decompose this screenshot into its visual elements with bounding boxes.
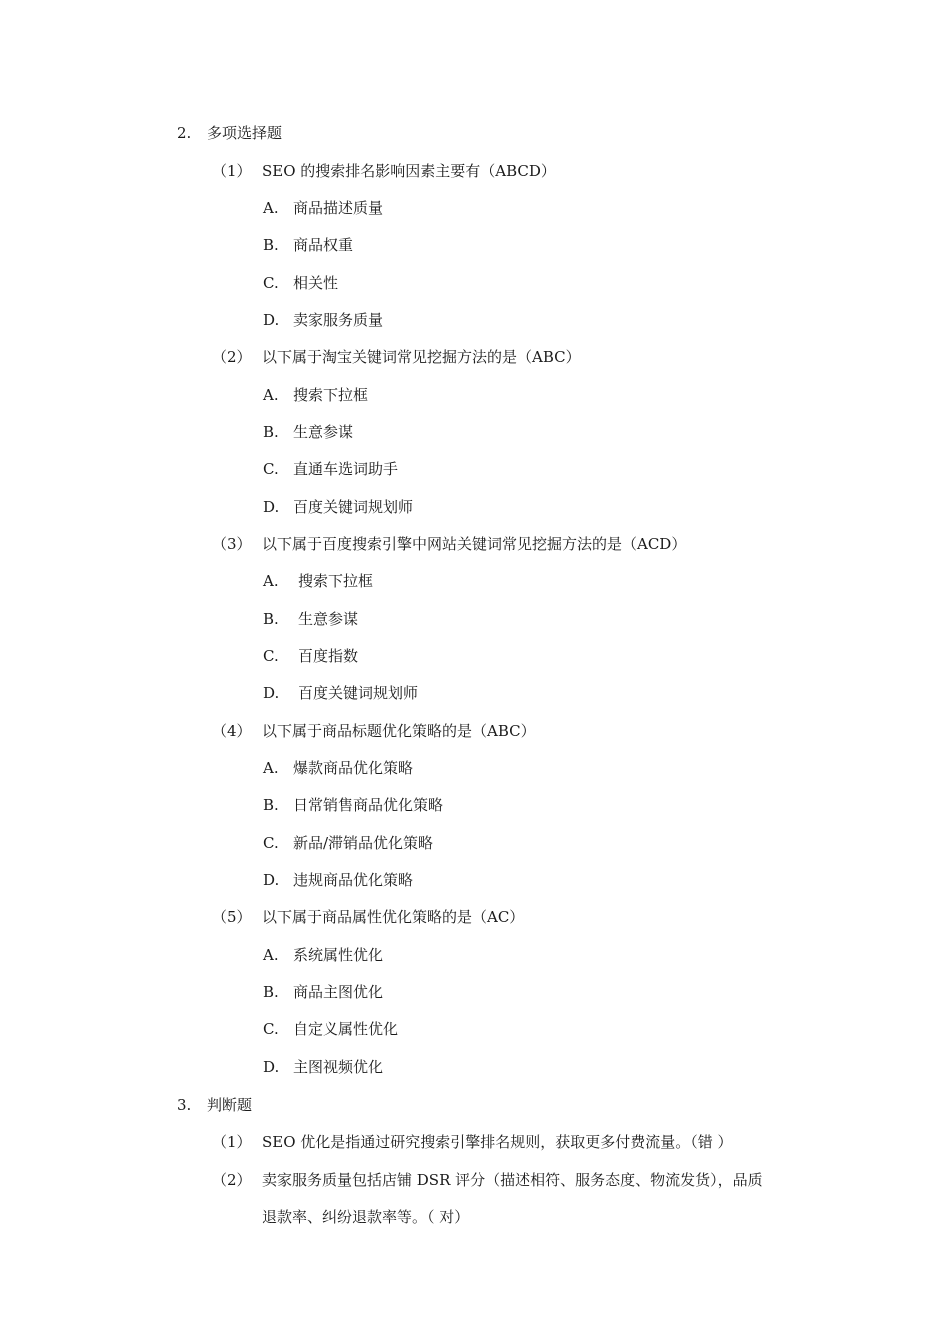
option-d [263, 497, 413, 517]
option-b [263, 422, 353, 442]
option-text: 直通车选词助手 [293, 460, 399, 478]
option-c [263, 833, 433, 853]
option-letter: C. [263, 647, 279, 665]
option-letter: C. [263, 274, 279, 292]
option-letter: A. [263, 386, 279, 404]
option-letter: B. [263, 236, 279, 254]
question-2 [212, 347, 581, 367]
option-c [263, 1019, 398, 1039]
option-text: 日常销售商品优化策略 [293, 796, 444, 814]
option-text: 商品权重 [293, 236, 354, 254]
section-heading-multiple-choice [177, 123, 282, 143]
option-text: 爆款商品优化策略 [293, 759, 414, 777]
question-text: 以下属于商品属性优化策略的是（AC） [262, 908, 525, 926]
option-b [263, 235, 353, 255]
section-number: 2. [177, 124, 192, 142]
question-number: （3） [212, 535, 252, 553]
question-number: （1） [212, 1133, 252, 1151]
option-a [263, 385, 368, 405]
question-text: 以下属于百度搜索引擎中网站关键词常见挖掘方法的是（ACD） [262, 535, 687, 553]
question-text: SEO 优化是指通过研究搜索引擎排名规则，获取更多付费流量。（错 ） [262, 1133, 733, 1151]
option-letter: D. [263, 684, 280, 702]
option-letter: D. [263, 498, 280, 516]
tf-question-2-continuation [262, 1207, 469, 1227]
question-text: 以下属于淘宝关键词常见挖掘方法的是（ABC） [262, 348, 581, 366]
question-number: （5） [212, 908, 252, 926]
option-d [263, 683, 418, 703]
question-text: 卖家服务质量包括店铺 DSR 评分（描述相符、服务态度、物流发货），品质 [262, 1171, 763, 1189]
option-text: 百度指数 [298, 647, 359, 665]
option-a [263, 571, 373, 591]
question-text: 以下属于商品标题优化策略的是（ABC） [262, 722, 536, 740]
section-title: 多项选择题 [207, 124, 283, 142]
question-number: （1） [212, 162, 252, 180]
option-a [263, 945, 383, 965]
question-3 [212, 534, 686, 554]
question-text: 退款率、纠纷退款率等。（ 对） [262, 1208, 470, 1226]
option-d [263, 870, 413, 890]
question-text: SEO 的搜索排名影响因素主要有（ABCD） [262, 162, 556, 180]
option-c [263, 273, 338, 293]
option-letter: A. [263, 759, 279, 777]
option-text: 系统属性优化 [293, 946, 384, 964]
option-letter: C. [263, 460, 279, 478]
option-text: 违规商品优化策略 [293, 871, 414, 889]
option-letter: D. [263, 1058, 280, 1076]
option-text: 自定义属性优化 [293, 1020, 399, 1038]
option-letter: A. [263, 572, 279, 590]
option-c [263, 459, 398, 479]
section-number: 3. [177, 1096, 192, 1114]
tf-question-2 [212, 1170, 763, 1190]
option-c [263, 646, 358, 666]
option-b [263, 609, 358, 629]
option-text: 相关性 [293, 274, 339, 292]
section-title: 判断题 [207, 1096, 253, 1114]
option-letter: B. [263, 983, 279, 1001]
question-number: （2） [212, 1171, 252, 1189]
option-a [263, 198, 383, 218]
option-letter: B. [263, 796, 279, 814]
question-5 [212, 907, 524, 927]
option-d [263, 1057, 383, 1077]
option-letter: B. [263, 610, 279, 628]
option-text: 商品描述质量 [293, 199, 384, 217]
tf-question-1 [212, 1132, 733, 1152]
option-b [263, 982, 383, 1002]
option-letter: A. [263, 199, 279, 217]
option-letter: A. [263, 946, 279, 964]
option-a [263, 758, 413, 778]
question-1 [212, 161, 556, 181]
option-letter: C. [263, 1020, 279, 1038]
option-letter: B. [263, 423, 279, 441]
option-text: 搜索下拉框 [293, 386, 369, 404]
option-letter: D. [263, 311, 280, 329]
option-text: 生意参谋 [293, 423, 354, 441]
section-heading-true-false [177, 1095, 252, 1115]
option-letter: D. [263, 871, 280, 889]
option-text: 生意参谋 [298, 610, 359, 628]
option-text: 新品/滞销品优化策略 [293, 834, 434, 852]
option-text: 商品主图优化 [293, 983, 384, 1001]
option-text: 百度关键词规划师 [293, 498, 414, 516]
option-text: 主图视频优化 [293, 1058, 384, 1076]
option-text: 搜索下拉框 [298, 572, 374, 590]
question-4 [212, 721, 536, 741]
option-b [263, 795, 443, 815]
option-d [263, 310, 383, 330]
question-number: （2） [212, 348, 252, 366]
option-letter: C. [263, 834, 279, 852]
question-number: （4） [212, 722, 252, 740]
option-text: 卖家服务质量 [293, 311, 384, 329]
option-text: 百度关键词规划师 [298, 684, 419, 702]
